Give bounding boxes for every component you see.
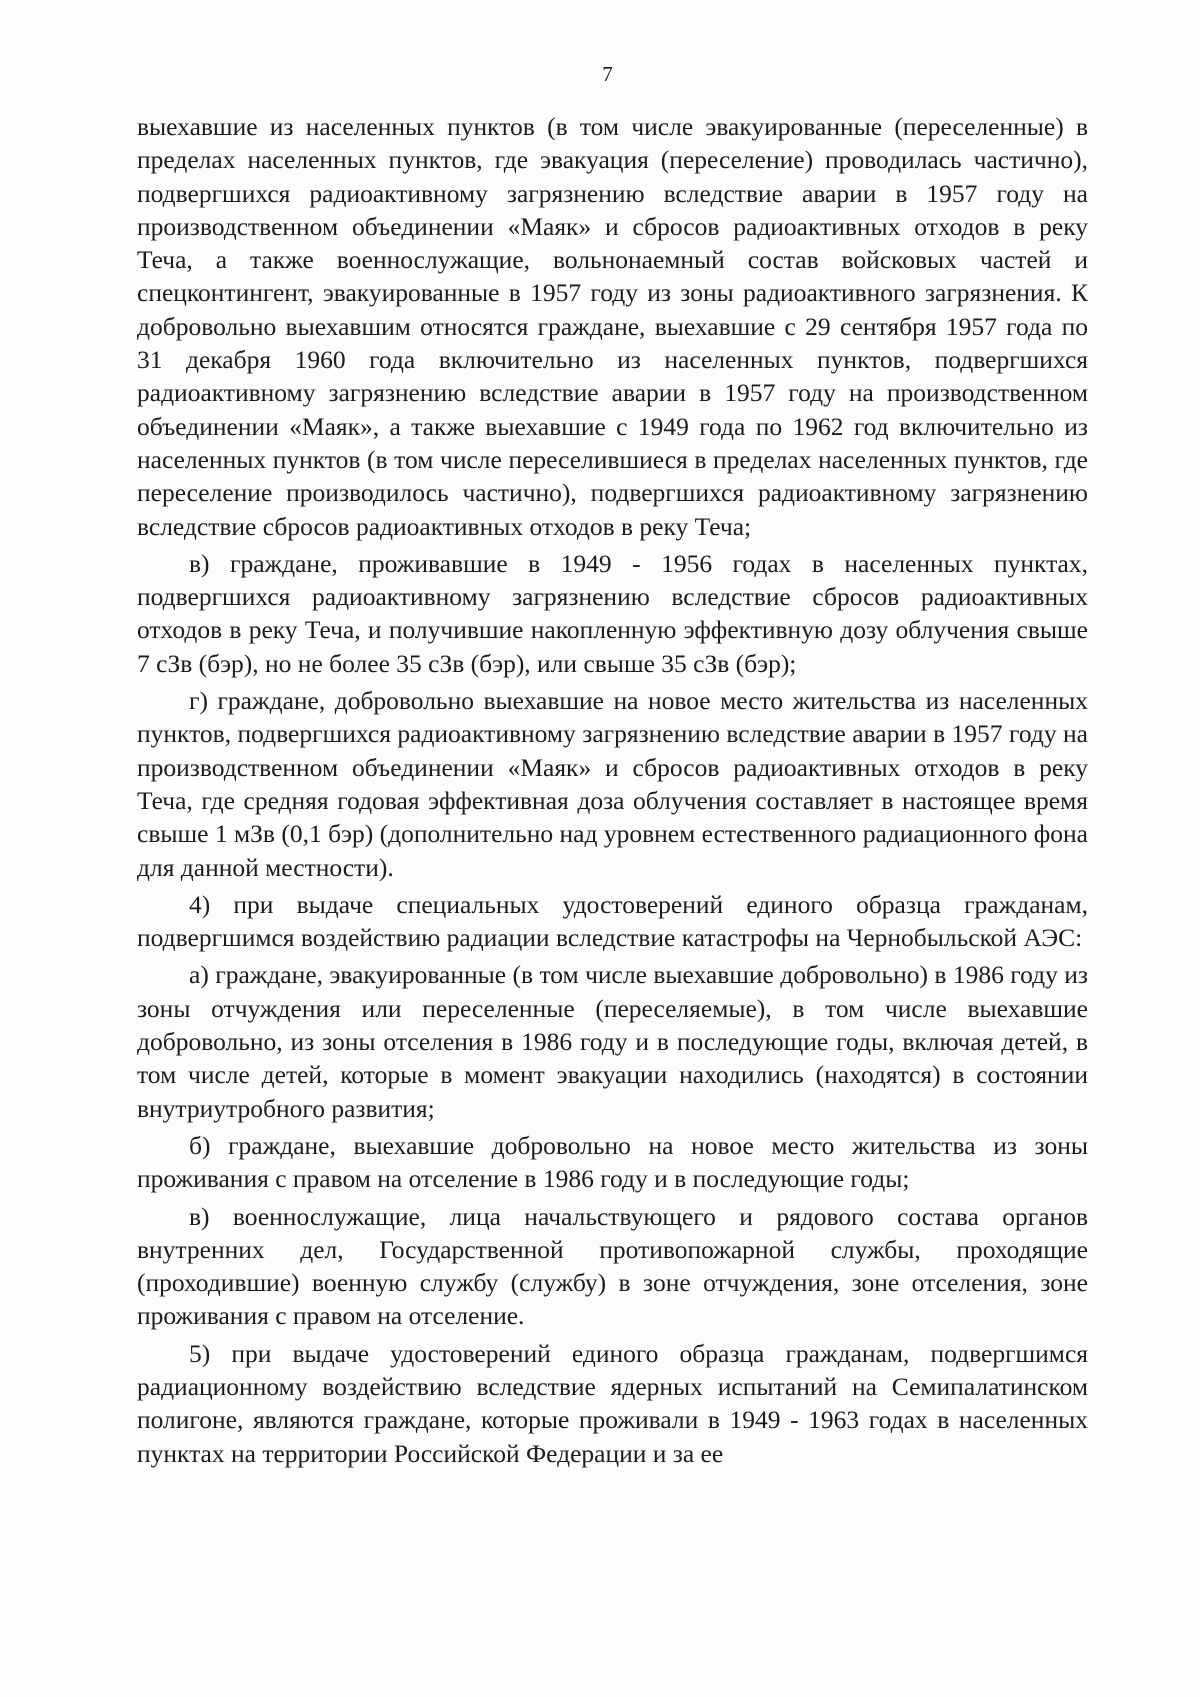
paragraph-item-g: г) граждане, добровольно выехавшие на новое место жительства из населенных пунктов, подвергшихся радиоактивному загрязнению вследствие аварии в 1957 году на производственном объединении «Маяк» и сбросов радиоактивных отходов в реку Теча, где средняя годовая эффективная доза облучения составляет в настоящее время свыше 1 мЗв (0,1 бэр) (дополнительно над уровнем естественного радиационного фона для данной местности). [137, 686, 1088, 882]
paragraph-item-4: 4) при выдаче специальных удостоверений единого образца гражданам, подвергшимся воздействию радиации вследствие катастрофы на Чернобыльской АЭС: [137, 889, 1088, 953]
document-body [137, 110, 1088, 1474]
paragraph-continuation: выехавшие из населенных пунктов (в том числе эвакуированные (переселенные) в пределах населенных пунктов, где эвакуация (переселение) проводилась частично), подвергшихся радиоактивному загрязнению вследствие аварии в 1957 году на производственном объединении «Маяк» и сбросов радиоактивных отходов в реку Теча, а также военнослужащие, вольнонаемный состав войсковых частей и спецконтингент, эвакуированные в 1957 году из зоны радиоактивного загрязнения. К добровольно выехавшим относятся граждане, выехавшие с 29 сентября 1957 года по 31 декабря 1960 года включительно из населенных пунктов, подвергшихся радиоактивному загрязнению вследствие аварии в 1957 году на производственном объединении «Маяк», а также выехавшие с 1949 года по 1962 год включительно из населенных пунктов (в том числе переселившиеся в пределах населенных пунктов, где переселение производилось частично), подвергшихся радиоактивному загрязнению вследствие сбросов радиоактивных отходов в реку Теча; [137, 112, 1088, 541]
paragraph-item-b: б) граждане, выехавшие добровольно на новое место жительства из зоны проживания с правом на отселение в 1986 году и в последующие годы; [137, 1130, 1088, 1194]
paragraph-item-5: 5) при выдаче удостоверений единого образца гражданам, подвергшимся радиационному воздействию вследствие ядерных испытаний на Семипалатинском полигоне, являются граждане, которые проживали в 1949 - 1963 годах в населенных пунктах на территории Российской Федерации и за ее [137, 1338, 1088, 1468]
paragraph-item-v-1: в) граждане, проживавшие в 1949 - 1956 годах в населенных пунктах, подвергшихся радиоактивному загрязнению вследствие сбросов радиоактивных отходов в реку Теча, и получившие накопленную эффективную дозу облучения свыше 7 сЗв (бэр), но не более 35 сЗв (бэр), или свыше 35 сЗв (бэр); [137, 548, 1088, 678]
paragraph-item-a: а) граждане, эвакуированные (в том числе выехавшие добровольно) в 1986 году из зоны отчуждения или переселенные (переселяемые), в том числе выехавшие добровольно, из зоны отселения в 1986 году и в последующие годы, включая детей, в том числе детей, которые в момент эвакуации находились (находятся) в состоянии внутриутробного развития; [137, 960, 1088, 1123]
paragraph-item-v-2: в) военнослужащие, лица начальствующего и рядового состава органов внутренних дел, Государственной противопожарной службы, проходящие (проходившие) военную службу (службу) в зоне отчуждения, зоне отселения, зоне проживания с правом на отселение. [137, 1201, 1088, 1331]
page-number: 7 [602, 62, 613, 86]
